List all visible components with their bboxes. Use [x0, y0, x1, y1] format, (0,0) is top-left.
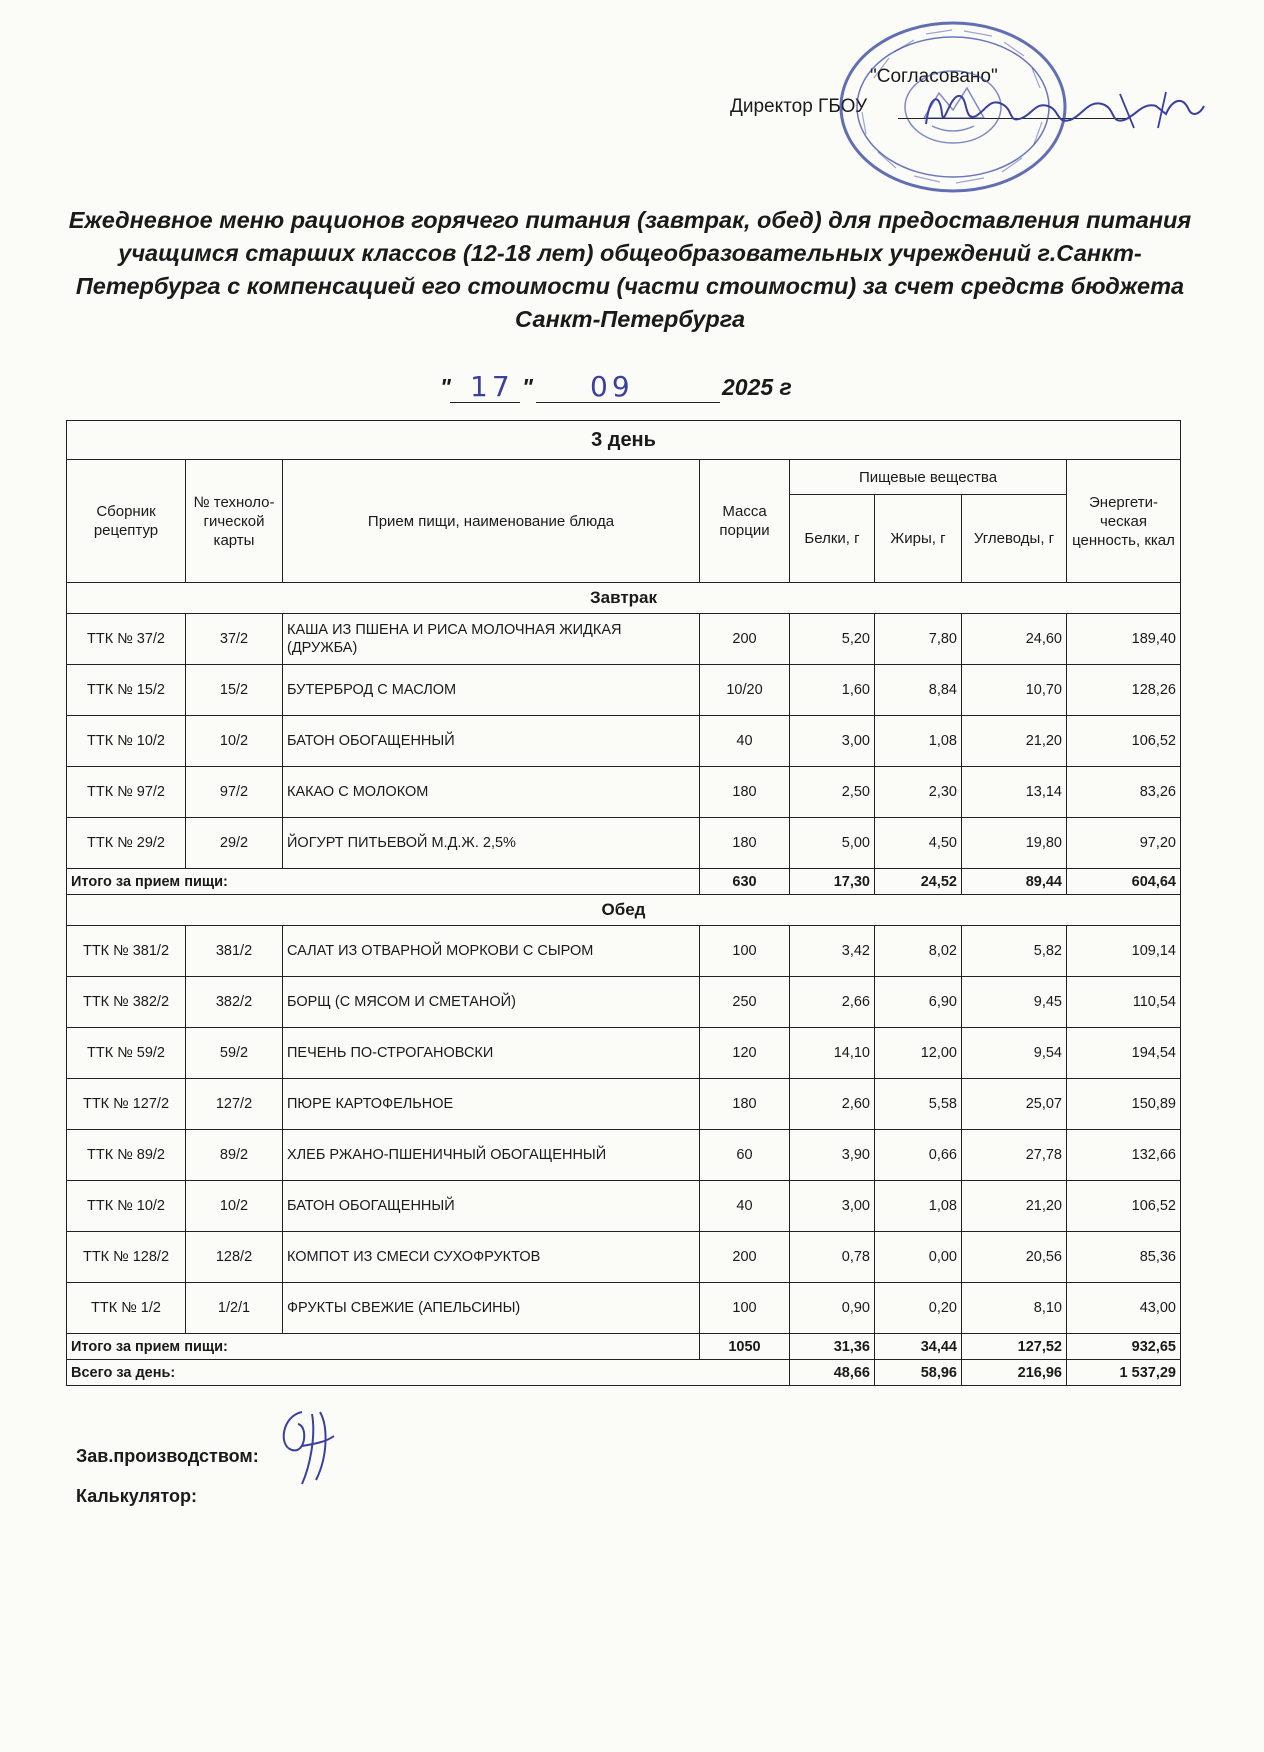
energy-cell: 132,66	[1067, 1130, 1181, 1181]
portion-cell: 200	[700, 614, 790, 665]
date-year: 2025 г	[722, 374, 792, 400]
card-cell: 128/2	[186, 1232, 283, 1283]
collection-cell: ТТК № 10/2	[67, 716, 186, 767]
header-protein: Белки, г	[790, 495, 875, 583]
card-cell: 59/2	[186, 1028, 283, 1079]
dish-name-cell: ФРУКТЫ СВЕЖИЕ (АПЕЛЬСИНЫ)	[283, 1283, 700, 1334]
menu-title: Ежедневное меню рационов горячего питания (завтрак, обед) для предоставления питания учащимся старших классов (12-18 лет) общеобразовательных учреждений г.Санкт-Петербурга с компенсацией его стоимости (части стоимости) за счет средств бюджета Санкт-Петербурга	[68, 207, 1192, 332]
breakfast-total-energy: 604,64	[1067, 869, 1181, 895]
table-row	[67, 767, 1181, 818]
day-total-energy: 1 537,29	[1067, 1360, 1181, 1386]
lunch-total-fat: 34,44	[875, 1334, 962, 1360]
header-card-no: № техноло-гической карты	[186, 460, 283, 583]
card-cell: 10/2	[186, 716, 283, 767]
collection-cell: ТТК № 89/2	[67, 1130, 186, 1181]
carbs-cell: 5,82	[962, 926, 1067, 977]
card-cell: 37/2	[186, 614, 283, 665]
collection-cell: ТТК № 37/2	[67, 614, 186, 665]
protein-cell: 3,00	[790, 716, 875, 767]
carbs-cell: 20,56	[962, 1232, 1067, 1283]
dish-name-cell: КОМПОТ ИЗ СМЕСИ СУХОФРУКТОВ	[283, 1232, 700, 1283]
portion-cell: 40	[700, 716, 790, 767]
carbs-cell: 21,20	[962, 1181, 1067, 1232]
header-portion: Масса порции	[700, 460, 790, 583]
energy-cell: 97,20	[1067, 818, 1181, 869]
fat-cell: 8,84	[875, 665, 962, 716]
portion-cell: 180	[700, 767, 790, 818]
protein-cell: 2,66	[790, 977, 875, 1028]
energy-cell: 109,14	[1067, 926, 1181, 977]
energy-cell: 83,26	[1067, 767, 1181, 818]
portion-cell: 180	[700, 818, 790, 869]
production-head-label: Зав.производством:	[76, 1446, 259, 1466]
collection-cell: ТТК № 15/2	[67, 665, 186, 716]
card-cell: 382/2	[186, 977, 283, 1028]
fat-cell: 0,66	[875, 1130, 962, 1181]
fat-cell: 0,00	[875, 1232, 962, 1283]
dish-name-cell: ПЮРЕ КАРТОФЕЛЬНОЕ	[283, 1079, 700, 1130]
table-row	[67, 716, 1181, 767]
dish-name-cell: БУТЕРБРОД С МАСЛОМ	[283, 665, 700, 716]
dish-name-cell: ЙОГУРТ ПИТЬЕВОЙ М.Д.Ж. 2,5%	[283, 818, 700, 869]
fat-cell: 0,20	[875, 1283, 962, 1334]
card-cell: 1/2/1	[186, 1283, 283, 1334]
breakfast-total-row	[67, 869, 1181, 895]
table-row	[67, 1079, 1181, 1130]
portion-cell: 10/20	[700, 665, 790, 716]
protein-cell: 0,90	[790, 1283, 875, 1334]
portion-cell: 60	[700, 1130, 790, 1181]
protein-cell: 2,50	[790, 767, 875, 818]
section-lunch: Обед	[67, 895, 1181, 926]
table-row	[67, 1181, 1181, 1232]
dish-name-cell: ХЛЕБ РЖАНО-ПШЕНИЧНЫЙ ОБОГАЩЕННЫЙ	[283, 1130, 700, 1181]
energy-cell: 194,54	[1067, 1028, 1181, 1079]
lunch-total-protein: 31,36	[790, 1334, 875, 1360]
protein-cell: 3,00	[790, 1181, 875, 1232]
table-row	[67, 614, 1181, 665]
protein-cell: 14,10	[790, 1028, 875, 1079]
carbs-cell: 10,70	[962, 665, 1067, 716]
breakfast-rows	[67, 614, 1181, 869]
header-dish: Прием пищи, наименование блюда	[283, 460, 700, 583]
energy-cell: 43,00	[1067, 1283, 1181, 1334]
day-total-protein: 48,66	[790, 1360, 875, 1386]
calculator-label: Калькулятор:	[76, 1486, 197, 1506]
dish-name-cell: САЛАТ ИЗ ОТВАРНОЙ МОРКОВИ С СЫРОМ	[283, 926, 700, 977]
fat-cell: 7,80	[875, 614, 962, 665]
table-row	[67, 665, 1181, 716]
collection-cell: ТТК № 10/2	[67, 1181, 186, 1232]
collection-cell: ТТК № 382/2	[67, 977, 186, 1028]
portion-cell: 100	[700, 1283, 790, 1334]
carbs-cell: 9,54	[962, 1028, 1067, 1079]
day-total-fat: 58,96	[875, 1360, 962, 1386]
table-row	[67, 818, 1181, 869]
energy-cell: 85,36	[1067, 1232, 1181, 1283]
date-day: 17	[470, 370, 514, 403]
carbs-cell: 21,20	[962, 716, 1067, 767]
date-quote-close: "	[522, 374, 533, 400]
section-breakfast: Завтрак	[67, 583, 1181, 614]
protein-cell: 2,60	[790, 1079, 875, 1130]
protein-cell: 0,78	[790, 1232, 875, 1283]
dish-name-cell: БОРЩ (С МЯСОМ И СМЕТАНОЙ)	[283, 977, 700, 1028]
agreed-label: "Согласовано"	[870, 66, 998, 87]
header-nutrients: Пищевые вещества	[790, 460, 1067, 495]
fat-cell: 8,02	[875, 926, 962, 977]
dish-name-cell: БАТОН ОБОГАЩЕННЫЙ	[283, 1181, 700, 1232]
breakfast-total-protein: 17,30	[790, 869, 875, 895]
protein-cell: 3,90	[790, 1130, 875, 1181]
carbs-cell: 27,78	[962, 1130, 1067, 1181]
energy-cell: 150,89	[1067, 1079, 1181, 1130]
portion-cell: 250	[700, 977, 790, 1028]
energy-cell: 110,54	[1067, 977, 1181, 1028]
card-cell: 127/2	[186, 1079, 283, 1130]
header-carbs: Углеводы, г	[962, 495, 1067, 583]
carbs-cell: 19,80	[962, 818, 1067, 869]
day-total-carbs: 216,96	[962, 1360, 1067, 1386]
card-cell: 15/2	[186, 665, 283, 716]
protein-cell: 1,60	[790, 665, 875, 716]
collection-cell: ТТК № 381/2	[67, 926, 186, 977]
date-month: 09	[590, 370, 634, 403]
fat-cell: 1,08	[875, 1181, 962, 1232]
portion-cell: 200	[700, 1232, 790, 1283]
header-collection: Сборник рецептур	[67, 460, 186, 583]
card-cell: 10/2	[186, 1181, 283, 1232]
carbs-cell: 24,60	[962, 614, 1067, 665]
protein-cell: 5,00	[790, 818, 875, 869]
energy-cell: 128,26	[1067, 665, 1181, 716]
dish-name-cell: КАША ИЗ ПШЕНА И РИСА МОЛОЧНАЯ ЖИДКАЯ (ДРУЖБА)	[283, 614, 700, 665]
table-row	[67, 1130, 1181, 1181]
breakfast-total-fat: 24,52	[875, 869, 962, 895]
lunch-rows	[67, 926, 1181, 1334]
table-row	[67, 1028, 1181, 1079]
dish-name-cell: КАКАО С МОЛОКОМ	[283, 767, 700, 818]
fat-cell: 12,00	[875, 1028, 962, 1079]
energy-cell: 106,52	[1067, 716, 1181, 767]
lunch-total-portion: 1050	[700, 1334, 790, 1360]
fat-cell: 6,90	[875, 977, 962, 1028]
menu-table	[66, 420, 1181, 1386]
table-row	[67, 977, 1181, 1028]
breakfast-total-carbs: 89,44	[962, 869, 1067, 895]
production-head-signature	[272, 1406, 342, 1488]
carbs-cell: 13,14	[962, 767, 1067, 818]
lunch-total-row	[67, 1334, 1181, 1360]
date-line	[440, 370, 860, 410]
director-label: Директор ГБОУ	[730, 96, 868, 117]
portion-cell: 120	[700, 1028, 790, 1079]
breakfast-total-label: Итого за прием пищи:	[67, 869, 700, 895]
fat-cell: 2,30	[875, 767, 962, 818]
card-cell: 89/2	[186, 1130, 283, 1181]
director-signature	[920, 84, 1210, 132]
energy-cell: 106,52	[1067, 1181, 1181, 1232]
fat-cell: 1,08	[875, 716, 962, 767]
day-title: 3 день	[67, 421, 1181, 460]
dish-name-cell: БАТОН ОБОГАЩЕННЫЙ	[283, 716, 700, 767]
table-row	[67, 1232, 1181, 1283]
portion-cell: 100	[700, 926, 790, 977]
date-quote-open: "	[440, 374, 451, 400]
header-energy: Энергети-ческая ценность, ккал	[1067, 460, 1181, 583]
fat-cell: 5,58	[875, 1079, 962, 1130]
collection-cell: ТТК № 127/2	[67, 1079, 186, 1130]
collection-cell: ТТК № 29/2	[67, 818, 186, 869]
table-row	[67, 926, 1181, 977]
table-row	[67, 1283, 1181, 1334]
dish-name-cell: ПЕЧЕНЬ ПО-СТРОГАНОВСКИ	[283, 1028, 700, 1079]
lunch-total-energy: 932,65	[1067, 1334, 1181, 1360]
carbs-cell: 9,45	[962, 977, 1067, 1028]
collection-cell: ТТК № 128/2	[67, 1232, 186, 1283]
carbs-cell: 8,10	[962, 1283, 1067, 1334]
portion-cell: 40	[700, 1181, 790, 1232]
portion-cell: 180	[700, 1079, 790, 1130]
card-cell: 29/2	[186, 818, 283, 869]
card-cell: 97/2	[186, 767, 283, 818]
collection-cell: ТТК № 59/2	[67, 1028, 186, 1079]
collection-cell: ТТК № 1/2	[67, 1283, 186, 1334]
day-total-row	[67, 1360, 1181, 1386]
breakfast-total-portion: 630	[700, 869, 790, 895]
lunch-total-carbs: 127,52	[962, 1334, 1067, 1360]
day-total-label: Всего за день:	[67, 1360, 790, 1386]
header-fat: Жиры, г	[875, 495, 962, 583]
protein-cell: 5,20	[790, 614, 875, 665]
lunch-total-label: Итого за прием пищи:	[67, 1334, 700, 1360]
collection-cell: ТТК № 97/2	[67, 767, 186, 818]
carbs-cell: 25,07	[962, 1079, 1067, 1130]
energy-cell: 189,40	[1067, 614, 1181, 665]
protein-cell: 3,42	[790, 926, 875, 977]
fat-cell: 4,50	[875, 818, 962, 869]
card-cell: 381/2	[186, 926, 283, 977]
